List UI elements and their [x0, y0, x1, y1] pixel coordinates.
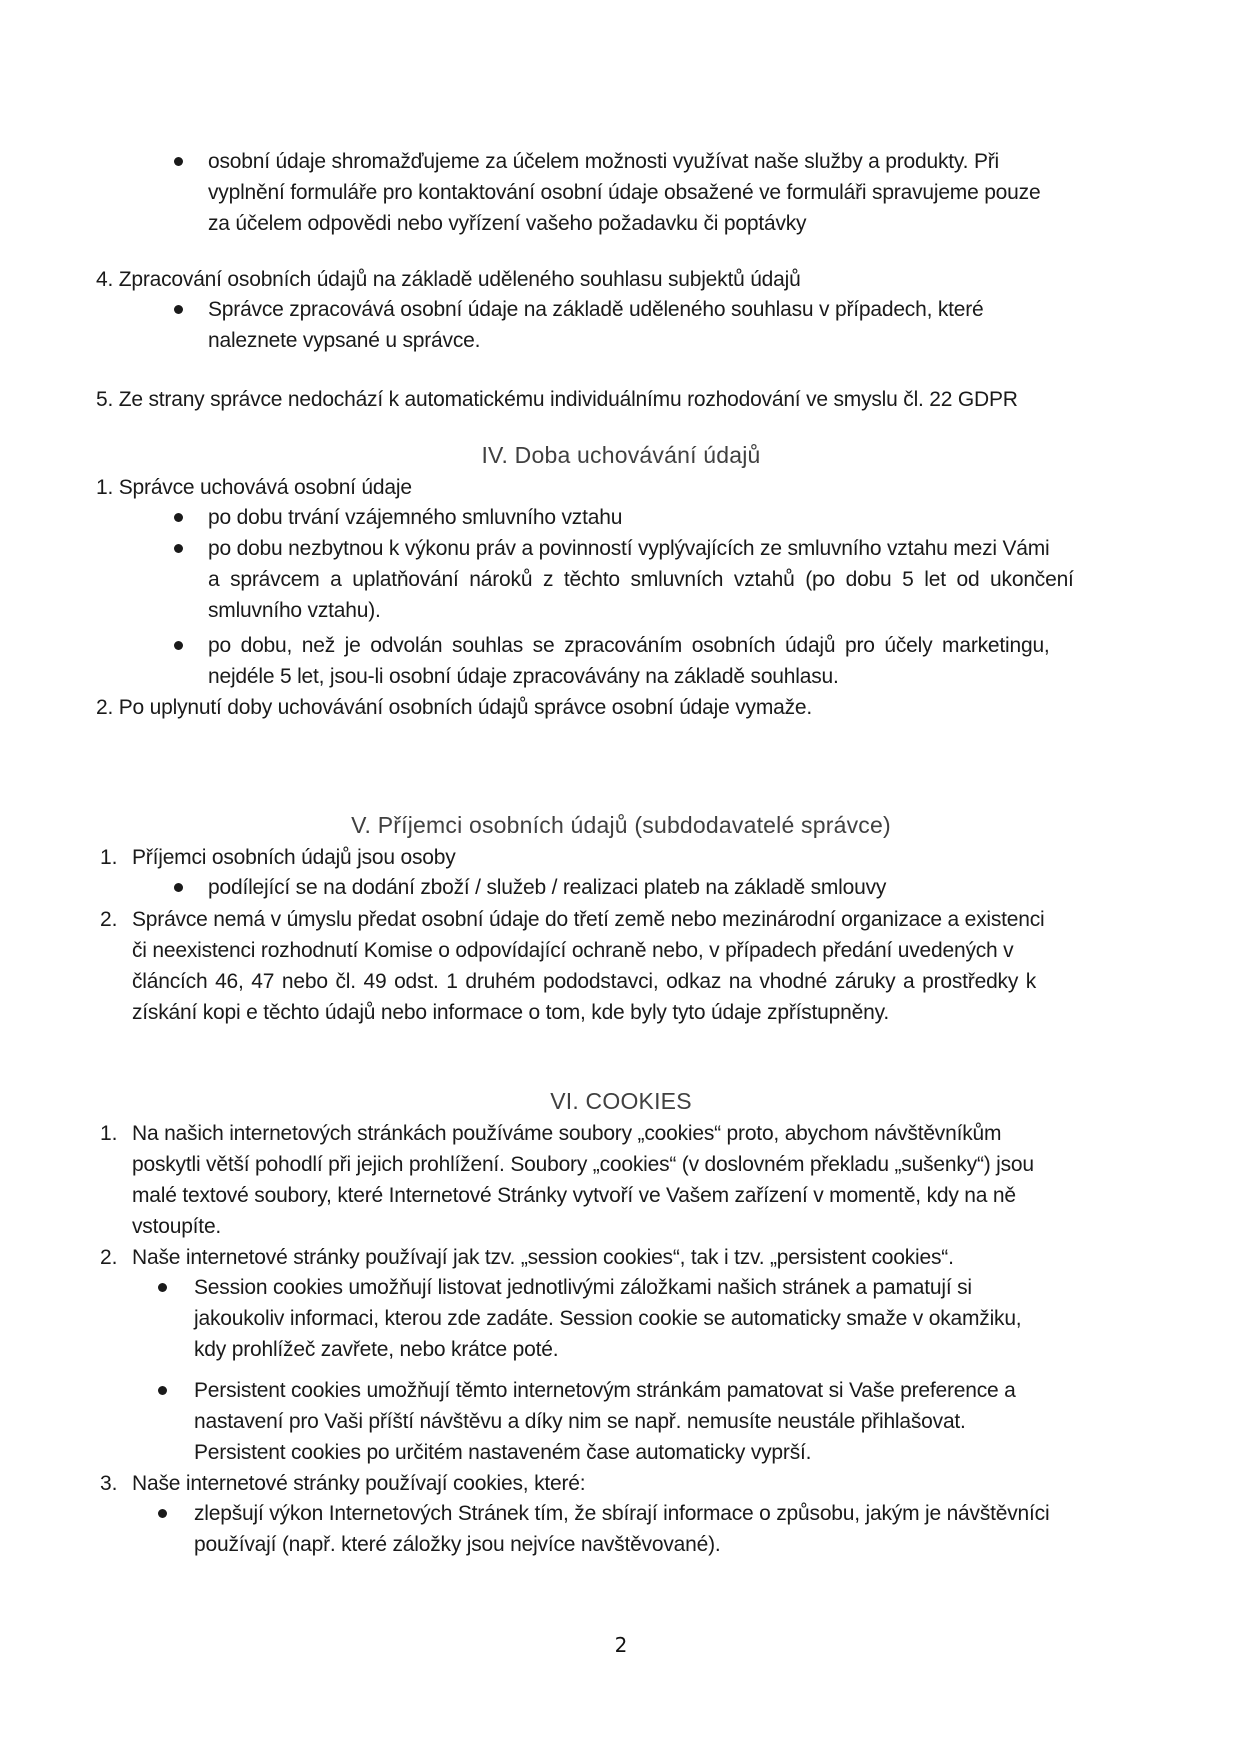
paragraph-line: vstoupíte. [132, 1215, 222, 1238]
list-item-2: 2. Po uplynutí doby uchovávání osobních údajů správce osobní údaje vymaže. [96, 696, 813, 719]
section-heading-iv: IV. Doba uchovávání údajů [481, 442, 761, 468]
list-number: 3. [100, 1472, 118, 1495]
list-item-4: 4. Zpracování osobních údajů na základě uděleného souhlasu subjektů údajů [96, 268, 801, 291]
bullet-icon [174, 883, 183, 892]
paragraph-line: či neexistenci rozhodnutí Komise o odpovídající ochraně nebo, v případech předání uvedených v [132, 939, 1014, 962]
paragraph-line: Správce zpracovává osobní údaje na základě uděleného souhlasu v případech, které [208, 298, 984, 321]
bullet-icon [174, 641, 183, 650]
list-item-3: Naše internetové stránky používají cookies, které: [132, 1472, 586, 1495]
bullet-icon [158, 1386, 167, 1395]
bullet-icon [174, 544, 183, 553]
paragraph-line: Persistent cookies umožňují těmto internetovým stránkám pamatovat si Vaše preference a [194, 1379, 1016, 1402]
list-item-1: Příjemci osobních údajů jsou osoby [132, 846, 456, 869]
list-number: 1. [100, 846, 118, 869]
bullet-icon [158, 1283, 167, 1292]
paragraph-line: a správcem a uplatňování nároků z těchto smluvních vztahů (po dobu 5 let od ukončení [208, 568, 1074, 591]
paragraph-line: naleznete vypsané u správce. [208, 329, 481, 352]
bullet-icon [174, 305, 183, 314]
paragraph-line: používají (např. které záložky jsou nejvíce navštěvované). [194, 1533, 721, 1556]
paragraph-line: podílející se na dodání zboží / služeb / realizaci plateb na základě smlouvy [208, 876, 887, 899]
paragraph-line: Session cookies umožňují listovat jednotlivými záložkami našich stránek a pamatují si [194, 1276, 972, 1299]
paragraph-line: zlepšují výkon Internetových Stránek tím, že sbírají informace o způsobu, jakým je návštěvníci [194, 1502, 1050, 1525]
bullet-icon [158, 1509, 167, 1518]
paragraph-line: po dobu trvání vzájemného smluvního vztahu [208, 506, 623, 529]
paragraph-line: vyplnění formuláře pro kontaktování osobní údaje obsažené ve formuláři spravujeme pouze [208, 181, 1041, 204]
list-item-2: Naše internetové stránky používají jak tzv. „session cookies“, tak i tzv. „persistent cookies“. [132, 1246, 954, 1269]
paragraph-line: malé textové soubory, které Internetové Stránky vytvoří ve Vašem zařízení v momentě, kdy na ně [132, 1184, 1016, 1207]
paragraph-line: Na našich internetových stránkách používáme soubory „cookies“ proto, abychom návštěvníkům [132, 1122, 1002, 1145]
section-heading-v: V. Příjemci osobních údajů (subdodavatelé správce) [351, 812, 891, 838]
paragraph-line: za účelem odpovědi nebo vyřízení vašeho požadavku či poptávky [208, 212, 807, 235]
paragraph-line: po dobu nezbytnou k výkonu práv a povinností vyplývajících ze smluvního vztahu mezi Vámi [208, 537, 1050, 560]
list-number: 1. [100, 1122, 118, 1145]
list-item-5: 5. Ze strany správce nedochází k automatickému individuálnímu rozhodování ve smyslu čl. 22 GDPR [96, 388, 1018, 411]
list-number: 2. [100, 908, 118, 931]
paragraph-line: po dobu, než je odvolán souhlas se zpracováním osobních údajů pro účely marketingu, [208, 634, 1050, 657]
paragraph-line: Správce nemá v úmyslu předat osobní údaje do třetí země nebo mezinárodní organizace a existenci [132, 908, 1045, 931]
paragraph-line: jakoukoliv informaci, kterou zde zadáte. Session cookie se automaticky smaže v okamžiku, [194, 1307, 1022, 1330]
bullet-icon [174, 513, 183, 522]
paragraph-line: poskytli větší pohodlí při jejich prohlížení. Soubory „cookies“ (v doslovném překladu „sušenky“) jsou [132, 1153, 1034, 1176]
list-item-1: 1. Správce uchovává osobní údaje [96, 476, 412, 499]
list-number: 2. [100, 1246, 118, 1269]
paragraph-line: Persistent cookies po určitém nastaveném čase automaticky vyprší. [194, 1441, 812, 1464]
paragraph-line: osobní údaje shromažďujeme za účelem možnosti využívat naše služby a produkty. Při [208, 150, 1000, 173]
bullet-icon [174, 157, 183, 166]
section-heading-vi: VI. COOKIES [550, 1088, 692, 1114]
page-number: 2 [614, 1633, 628, 1657]
paragraph-line: získání kopi e těchto údajů nebo informace o tom, kde byly tyto údaje zpřístupněny. [132, 1001, 889, 1024]
paragraph-line: kdy prohlížeč zavřete, nebo krátce poté. [194, 1338, 559, 1361]
paragraph-line: nastavení pro Vaši příští návštěvu a díky nim se např. nemusíte neustále přihlašovat. [194, 1410, 966, 1433]
paragraph-line: článcích 46, 47 nebo čl. 49 odst. 1 druhém pododstavci, odkaz na vhodné záruky a prostředky k [132, 970, 1037, 993]
paragraph-line: nejdéle 5 let, jsou-li osobní údaje zpracovávány na základě souhlasu. [208, 665, 839, 688]
paragraph-line: smluvního vztahu). [208, 599, 381, 622]
